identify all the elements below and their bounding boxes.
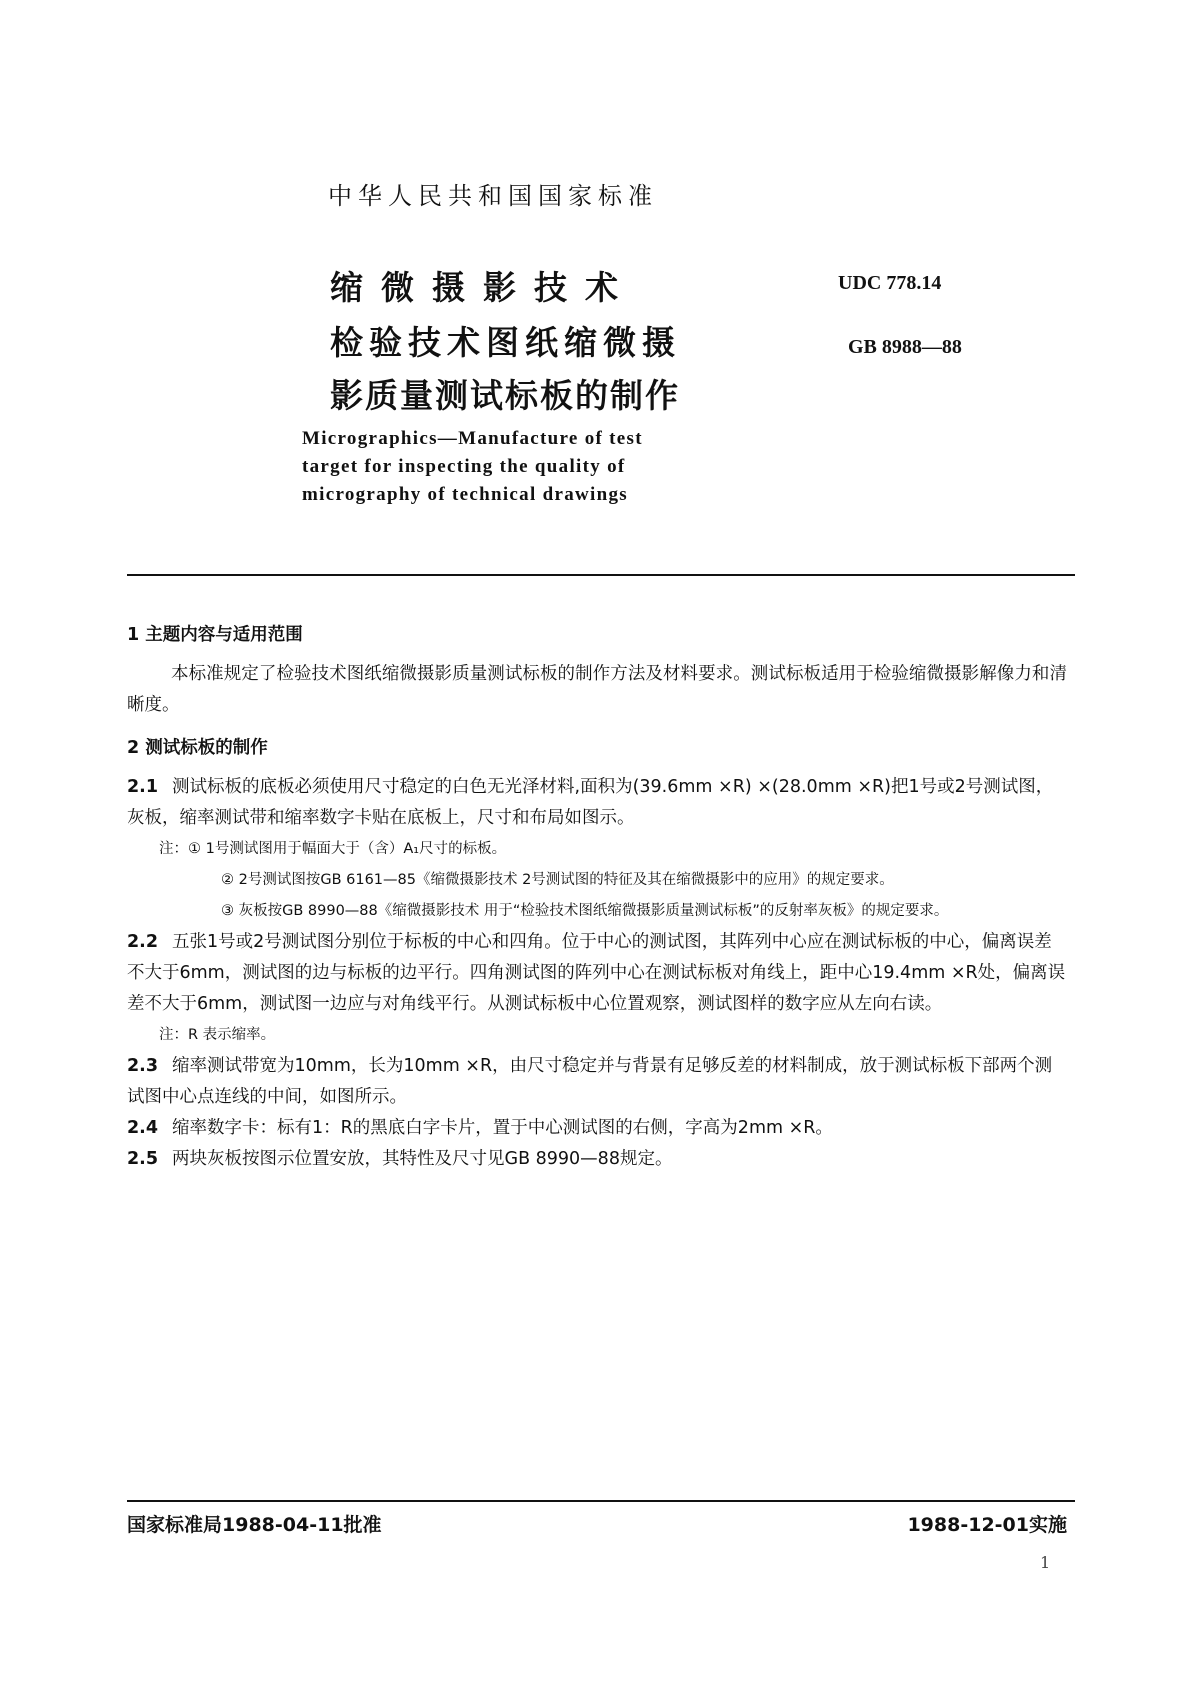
page-number: 1 <box>1040 1553 1051 1572</box>
note-1: 注：① 1号测试图用于幅面大于（含）A₁尺寸的标板。 <box>159 841 507 857</box>
title-en-line2: target for inspecting the quality of <box>302 456 626 477</box>
clause-number: 2.5 <box>127 1149 159 1169</box>
clause-number: 2.1 <box>127 777 159 797</box>
note-r: 注：R 表示缩率。 <box>159 1027 276 1043</box>
title-cn-line1: 缩微摄影技术 <box>330 268 636 307</box>
footer-divider <box>127 1500 1075 1502</box>
clause-text: 测试标板的底板必须使用尺寸稳定的白色无光泽材料,面积为(39.6mm ×R) ×(28.0mm ×R)把1号或2号测试图，灰板，缩率测试带和缩率数字卡贴在底板上，尺寸和布局如图示。 <box>127 777 1054 828</box>
clause-text: 缩率数字卡：标有1：R的黑底白字卡片，置于中心测试图的右侧，字高为2mm ×R。 <box>172 1118 833 1138</box>
clause-text: 两块灰板按图示位置安放，其特性及尺寸见GB 8990—88规定。 <box>172 1149 673 1169</box>
section-1-text: 本标准规定了检验技术图纸缩微摄影质量测试标板的制作方法及材料要求。测试标板适用于检验缩微摄影解像力和清晰度。 <box>127 664 1067 715</box>
standard-header: 中华人民共和国国家标准 <box>328 182 658 210</box>
clause-2-1 <box>127 772 1067 834</box>
clause-2-5 <box>127 1144 1067 1175</box>
clause-text: 缩率测试带宽为10mm，长为10mm ×R，由尺寸稳定并与背景有足够反差的材料制成，放于测试标板下部两个测试图中心点连线的中间，如图所示。 <box>127 1056 1053 1107</box>
header-divider <box>127 574 1075 576</box>
section-1-heading: 1 主题内容与适用范围 <box>127 625 303 645</box>
approval-date: 国家标准局1988-04-11批准 <box>127 1514 382 1536</box>
title-cn-line3: 影质量测试标板的制作 <box>330 376 680 415</box>
gb-number: GB 8988—88 <box>848 336 962 358</box>
clause-2-3 <box>127 1051 1067 1113</box>
note-3: ③ 灰板按GB 8990—88《缩微摄影技术 用于“检验技术图纸缩微摄影质量测试标板”的反射率灰板》的规定要求。 <box>221 903 949 919</box>
clause-number: 2.3 <box>127 1056 159 1076</box>
note-2: ② 2号测试图按GB 6161—85《缩微摄影技术 2号测试图的特征及其在缩微摄影中的应用》的规定要求。 <box>221 872 894 888</box>
clause-2-4 <box>127 1113 1067 1144</box>
clause-number: 2.2 <box>127 932 159 952</box>
title-cn-line2: 检验技术图纸缩微摄 <box>330 323 681 362</box>
clause-2-2 <box>127 927 1067 1020</box>
title-en-line1: Micrographics—Manufacture of test <box>302 428 643 449</box>
effective-date: 1988-12-01实施 <box>907 1514 1067 1536</box>
section-2-heading: 2 测试标板的制作 <box>127 738 268 758</box>
clause-number: 2.4 <box>127 1118 159 1138</box>
udc-code: UDC 778.14 <box>838 272 942 294</box>
title-en-line3: micrography of technical drawings <box>302 484 628 505</box>
document-body <box>127 614 1067 1175</box>
clause-text: 五张1号或2号测试图分别位于标板的中心和四角。位于中心的测试图，其阵列中心应在测试标板的中心，偏离误差不大于6mm，测试图的边与标板的边平行。四角测试图的阵列中心在测试标板对角线上，距中心19.4mm ×R处，偏离误差不大于6mm，测试图一边应与对角线平行。从测试标板中心位置观察，测试图样的数字应从左向右读。 <box>127 932 1066 1014</box>
